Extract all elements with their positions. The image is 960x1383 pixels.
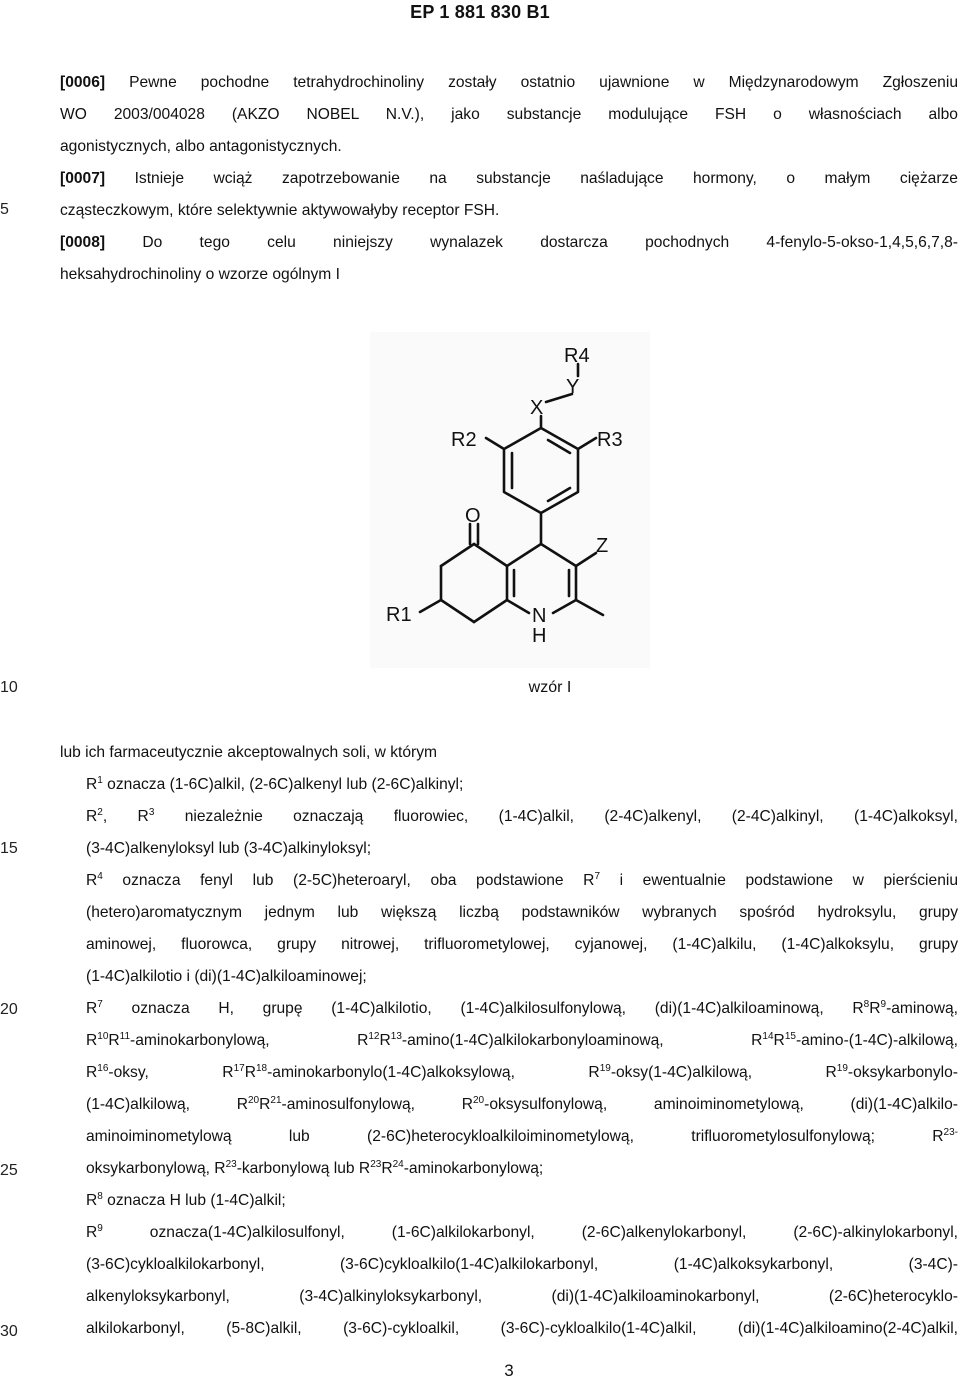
paragraph-0008-line-1: [0008] Do tego celu niniejszy wynalazek dostarcza pochodnych 4-fenylo-5-okso-1,4,5,6,7,8- [60,234,958,251]
r4-definition-line-1: $R^4$ oznacza fenyl lub (2-5C)heteroaryl, oba podstawione $R^7$ i ewentualnie podstawione w pierścieniu [86,871,958,889]
paragraph-0007-line-1: [0007] Istnieje wciąż zapotrzebowanie na substancje naśladujące hormony, o małym ciężarze [60,170,958,187]
r4-definition-line-2: (hetero)aromatycznym jednym lub większą liczbą podstawników wybranych spośród hydroksylu, grupy [86,904,958,921]
definitions-intro: lub ich farmaceutycznie akceptowalnych soli, w którym [60,744,437,761]
line-number-15: 15 [0,840,18,857]
r7-definition-line-3: $R^{16}$-oksy, $R^{17}R^{18}-aminokarbonylo(1-4C)alkoksylową$, $R^{19}-oksy(1-4C)alkilową$, $R^{19}-oksykarbonylo-$ [86,1063,958,1081]
z-label: Z [596,535,609,557]
paragraph-number: [0008] [60,234,106,251]
formula-caption: wzór I [528,679,572,696]
line-number-30: 30 [0,1323,18,1340]
r1-definition: $R^1$ oznacza (1-6C)alkil, (2-6C)alkenyl lub (2-6C)alkinyl; [86,775,464,793]
x-label: X [530,397,544,419]
paragraph-0007-line-2: cząsteczkowym, które selektywnie aktywowałyby receptor FSH. [60,202,500,219]
line-number-25: 25 [0,1162,18,1179]
r7-definition-line-5: aminoiminometylową lub (2-6C)heterocykloalkiloiminometylową, trifluorometylosulfonylową; $R^{23-}$ [86,1127,958,1145]
nitrogen-label: N [532,605,547,627]
r3-label: R3 [597,429,623,451]
r4-definition-line-4: (1-4C)alkilotio i (di)(1-4C)alkiloaminowej; [86,968,367,985]
r7-definition-line-4: (1-4C)alkilową, $R^{20}R^{21}$-aminosulfonylową, $R^{20}$-oksysulfonylową, aminoiminometylową, (di)(1-4C)alkilo- [86,1095,958,1113]
line-number-10: 10 [0,679,18,696]
hydrogen-label: H [532,625,547,647]
line-number-5: 5 [0,201,9,218]
paragraph-0006-line-3: agonistycznych, albo antagonistycznych. [60,138,342,155]
r9-definition-line-4: alkilokarbonyl, (5-8C)alkil, (3-6C)-cykloalkil, (3-6C)-cykloalkilo(1-4C)alkil, (di)(1-4C)alkiloamino(2-4C)alkil, [86,1320,958,1337]
r2-label: R2 [451,429,477,451]
r2-r3-definition-line-2: (3-4C)alkenyloksyl lub (3-4C)alkinyloksyl; [86,840,372,857]
r4-label: R4 [564,345,590,367]
r7-definition-line-6: oksykarbonylową, $R^{23}$-karbonylową lub $R^{23}R^{24}$-aminokarbonylową; [86,1159,544,1177]
r9-definition-line-3: alkenyloksykarbonyl, (3-4C)alkinyloksykarbonyl, (di)(1-4C)alkiloaminokarbonyl, (2-6C)heterocyklo- [86,1288,958,1305]
paragraph-number: [0006] [60,74,106,91]
document-header: EP 1 881 830 B1 [410,2,550,22]
r7-definition-line-1: $R^7$ oznacza H, grupę (1-4C)alkilotio, (1-4C)alkilosulfonylową, (di)(1-4C)alkiloaminową, $R^8R^9$-aminową, [86,999,958,1017]
r9-definition-line-2: (3-6C)cykloalkilokarbonyl, (3-6C)cykloalkilo(1-4C)alkilokarbonyl, (1-4C)alkoksykarbonyl, (3-4C)- [86,1256,958,1273]
line-number-20: 20 [0,1001,18,1018]
r1-label: R1 [386,604,412,626]
y-label: Y [566,376,580,398]
r7-definition-line-2: $R^{10}R^{11}$-aminokarbonylową, $R^{12}R^{13}-amino(1-4C)alkilokarbonyloaminową$, $R^{14}R^{15}-amino-(1-4C)$-alkilową, [86,1031,958,1049]
r9-definition-line-1: $R^9$ oznacza(1-4C)alkilosulfonyl, (1-6C)alkilokarbonyl, (2-6C)alkenylokarbonyl, (2-6C)-alkinylokarbonyl, [86,1223,958,1241]
paragraph-0008-line-2: heksahydrochinoliny o wzorze ogólnym I [60,266,340,283]
r8-definition: $R^8$ oznacza H lub (1-4C)alkil; [86,1191,286,1209]
paragraph-0006-line-2: WO 2003/004028 (AKZO NOBEL N.V.), jako substancje modulujące FSH o własnościach albo [60,106,958,123]
paragraph-number: [0007] [60,170,106,187]
r4-definition-line-3: aminowej, fluorowca, grupy nitrowej, trifluorometylowej, cyjanowej, (1-4C)alkilu, (1-4C)alkoksylu, grupy [86,936,958,953]
chemical-structure-formula-1 [370,332,650,668]
r2-r3-definition-line-1: $R^2$, $R^3$ niezależnie oznaczają fluorowiec, (1-4C)alkil, (2-4C)alkenyl, (2-4C)alkinyl, (1-4C)alkoksyl, [86,807,958,825]
page-number: 3 [504,1361,514,1380]
oxygen-label: O [465,505,481,527]
paragraph-0006-line-1: [0006] Pewne pochodne tetrahydrochinoliny zostały ostatnio ujawnione w Międzynarodowym Zgłoszeniu [60,74,958,91]
